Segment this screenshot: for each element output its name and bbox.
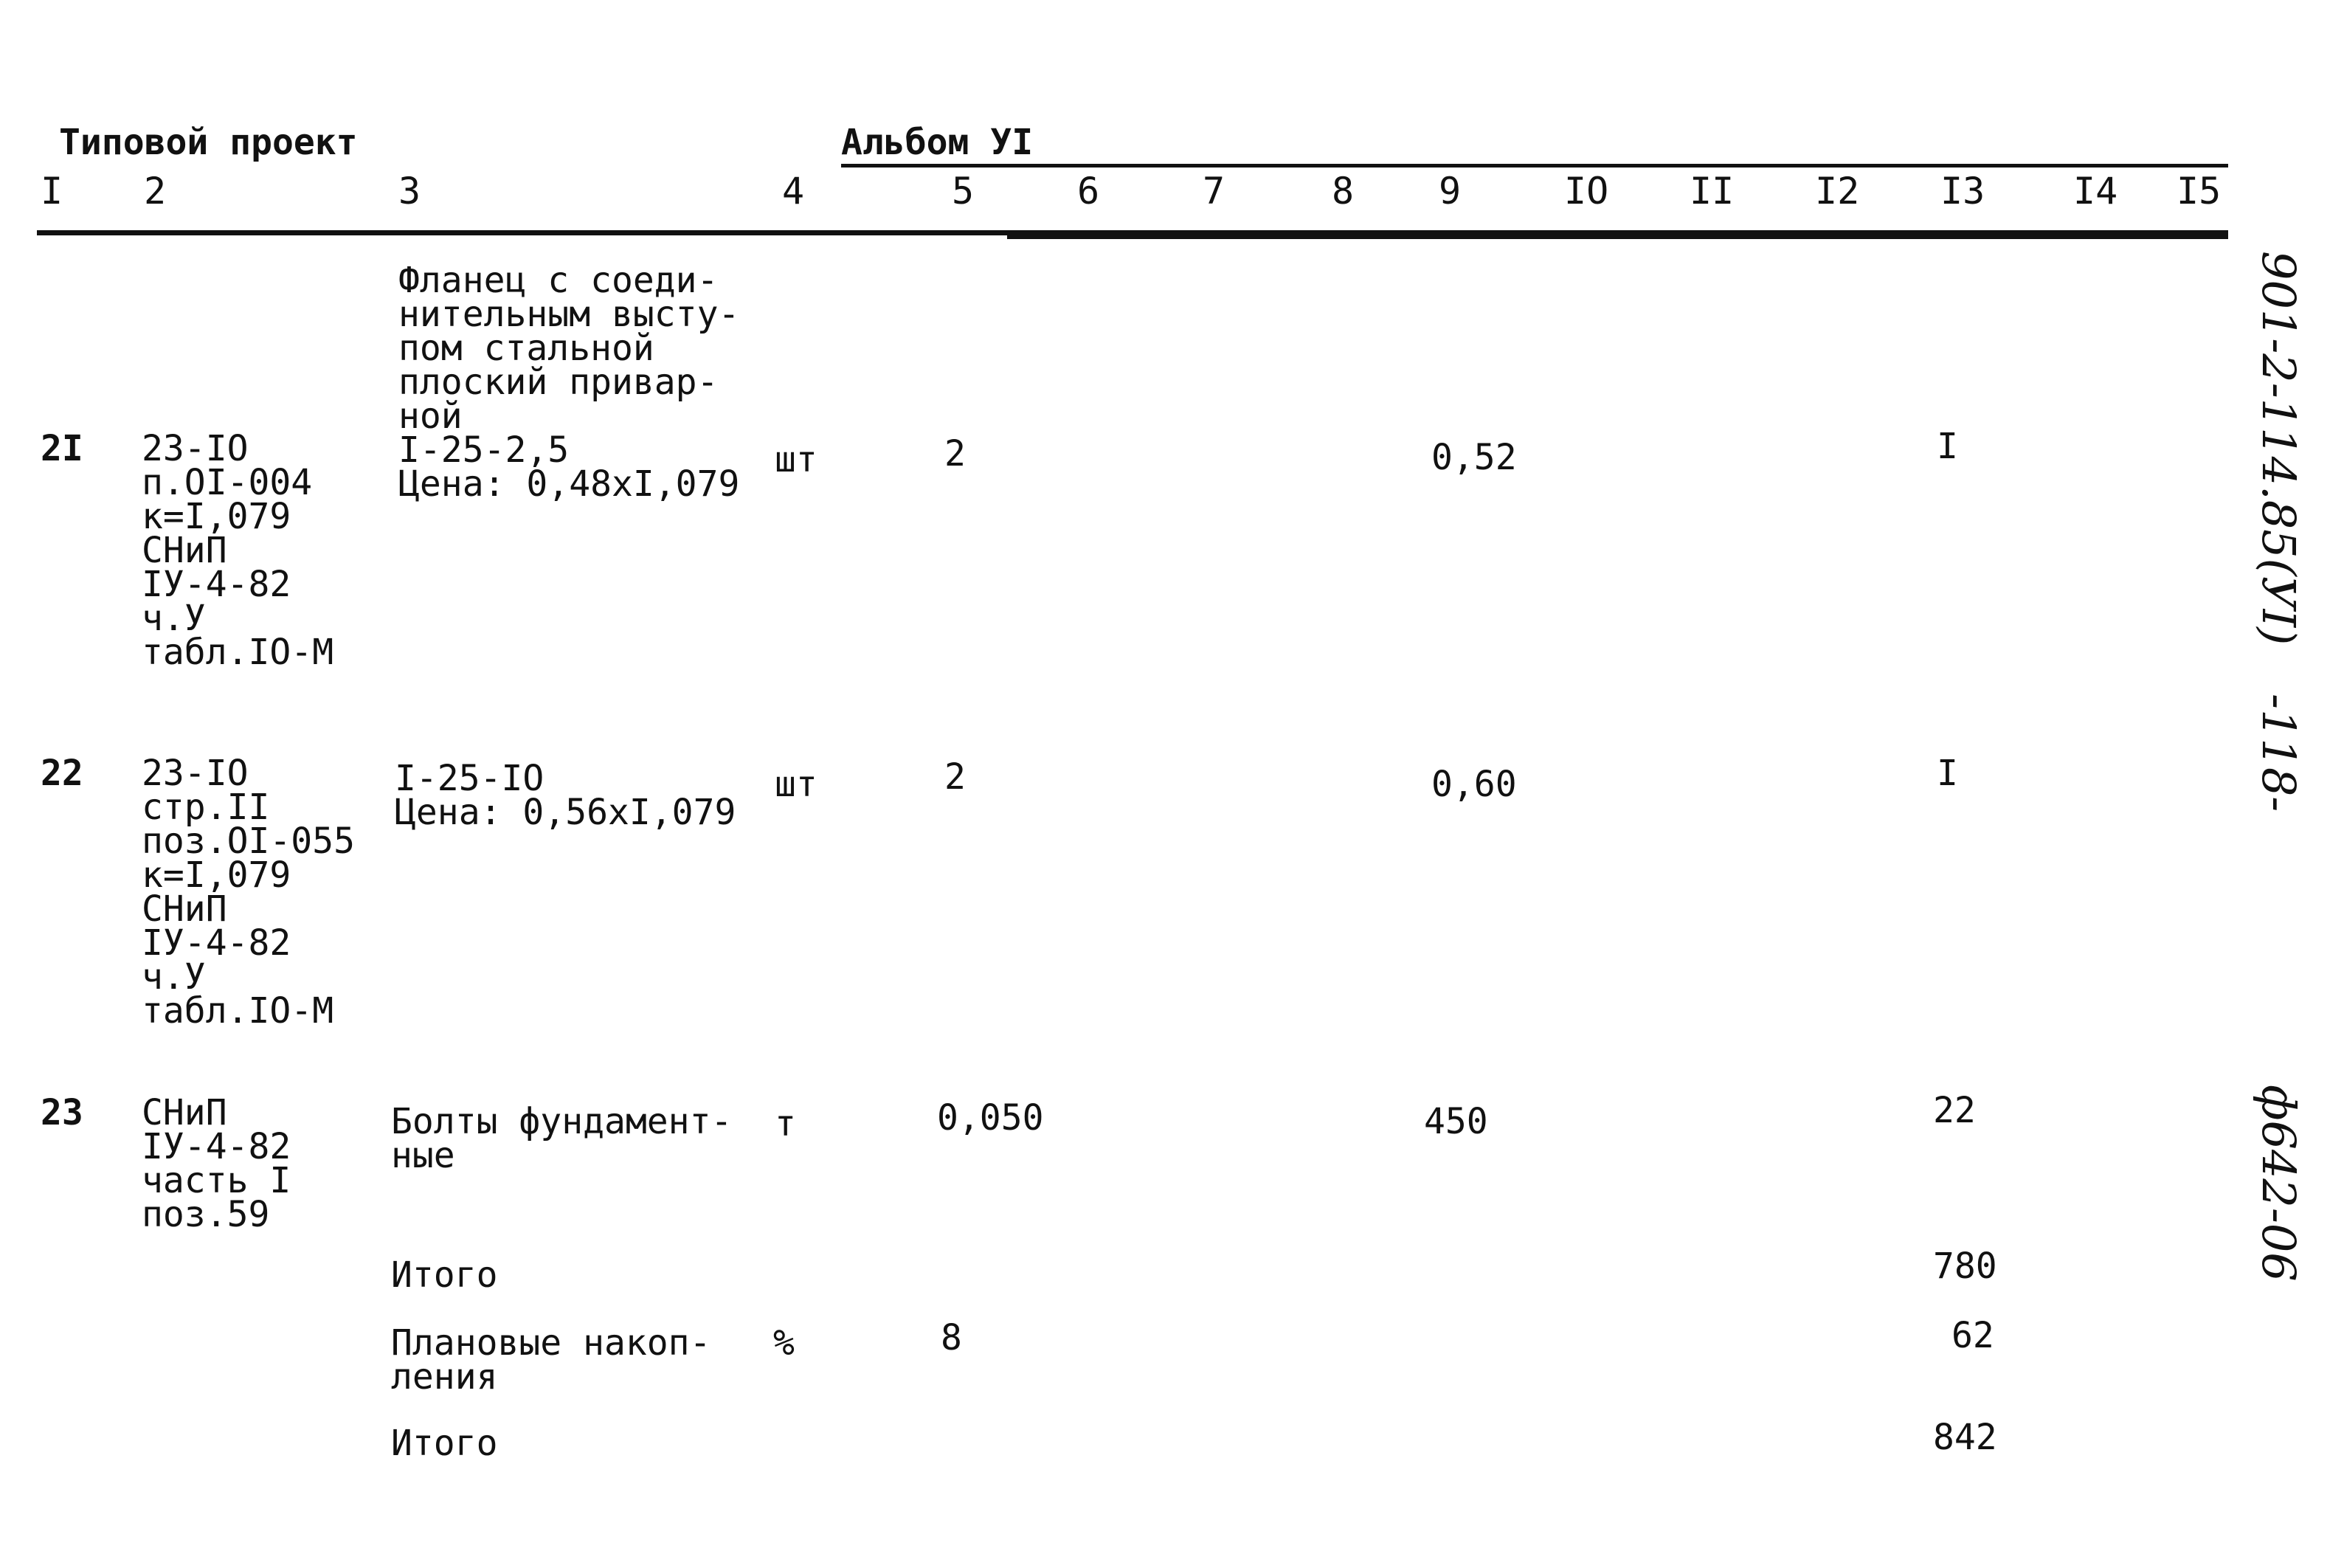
- summary-planned-value: 62: [1951, 1315, 1994, 1356]
- col-5: 5: [952, 170, 975, 213]
- header-bottom-rule-thick: [1007, 230, 2228, 239]
- summary-subtotal-value: 780: [1933, 1246, 1997, 1287]
- summary-planned-quantity: 8: [941, 1317, 962, 1358]
- summary-planned-label: Плановые накоп- ления: [391, 1322, 711, 1398]
- summary-total-label: Итого: [391, 1423, 498, 1464]
- row-23-price: 450: [1424, 1101, 1488, 1142]
- row-21-reference: 23-IO п.OI-004 к=I,079 СНиП IУ-4-82 ч.У табл.IO-М: [142, 428, 334, 673]
- col-15: I5: [2177, 170, 2222, 213]
- summary-subtotal-label: Итого: [391, 1254, 498, 1296]
- row-22-number: 22: [41, 753, 83, 794]
- row-22-price: 0,60: [1431, 764, 1517, 805]
- row-22-total: I: [1937, 753, 1958, 794]
- summary-total-value: 842: [1933, 1417, 1997, 1458]
- col-7: 7: [1203, 170, 1225, 213]
- col-14: I4: [2073, 170, 2118, 213]
- side-project-code: 901-2-114.85(УI): [2252, 251, 2306, 646]
- side-document-number: ф642-06: [2252, 1085, 2306, 1282]
- summary-planned-unit: %: [773, 1322, 795, 1364]
- row-23-number: 23: [41, 1092, 83, 1133]
- row-22-quantity: 2: [944, 756, 966, 798]
- col-9: 9: [1439, 170, 1462, 213]
- row-23-reference: СНиП IУ-4-82 часть I поз.59: [142, 1092, 291, 1235]
- row-23-total: 22: [1933, 1090, 1976, 1131]
- row-23-unit: т: [775, 1103, 796, 1144]
- row-23-description: Болты фундамент- ные: [391, 1101, 733, 1176]
- col-3: 3: [398, 170, 421, 213]
- row-21-description: Фланец с соеди- нительным высту- пом стальной плоский привар- ной I-25-2,5 Цена: 0,48хI,079: [398, 260, 740, 505]
- project-label: Типовой проект: [59, 122, 358, 163]
- header-top-rule: [841, 164, 2228, 167]
- col-10: IO: [1564, 170, 1609, 213]
- row-22-description: I-25-IO Цена: 0,56хI,079: [395, 758, 736, 833]
- row-22-reference: 23-IO стр.II поз.OI-055 к=I,079 СНиП IУ-4-82 ч.У табл.IO-М: [142, 753, 355, 1032]
- side-page-number: -118-: [2252, 694, 2306, 812]
- album-label: Альбом УI: [841, 122, 1034, 163]
- col-12: I2: [1815, 170, 1860, 213]
- col-1: I: [41, 170, 63, 213]
- col-2: 2: [144, 170, 167, 213]
- col-13: I3: [1940, 170, 1985, 213]
- row-21-price: 0,52: [1431, 437, 1517, 478]
- col-11: II: [1690, 170, 1735, 213]
- col-4: 4: [782, 170, 805, 213]
- row-22-unit: шт: [775, 764, 817, 805]
- row-23-quantity: 0,050: [937, 1097, 1044, 1139]
- row-21-total: I: [1937, 426, 1958, 467]
- col-6: 6: [1077, 170, 1100, 213]
- row-21-quantity: 2: [944, 433, 966, 474]
- row-21-unit: шт: [775, 439, 817, 480]
- col-8: 8: [1332, 170, 1355, 213]
- row-21-number: 2I: [41, 428, 83, 469]
